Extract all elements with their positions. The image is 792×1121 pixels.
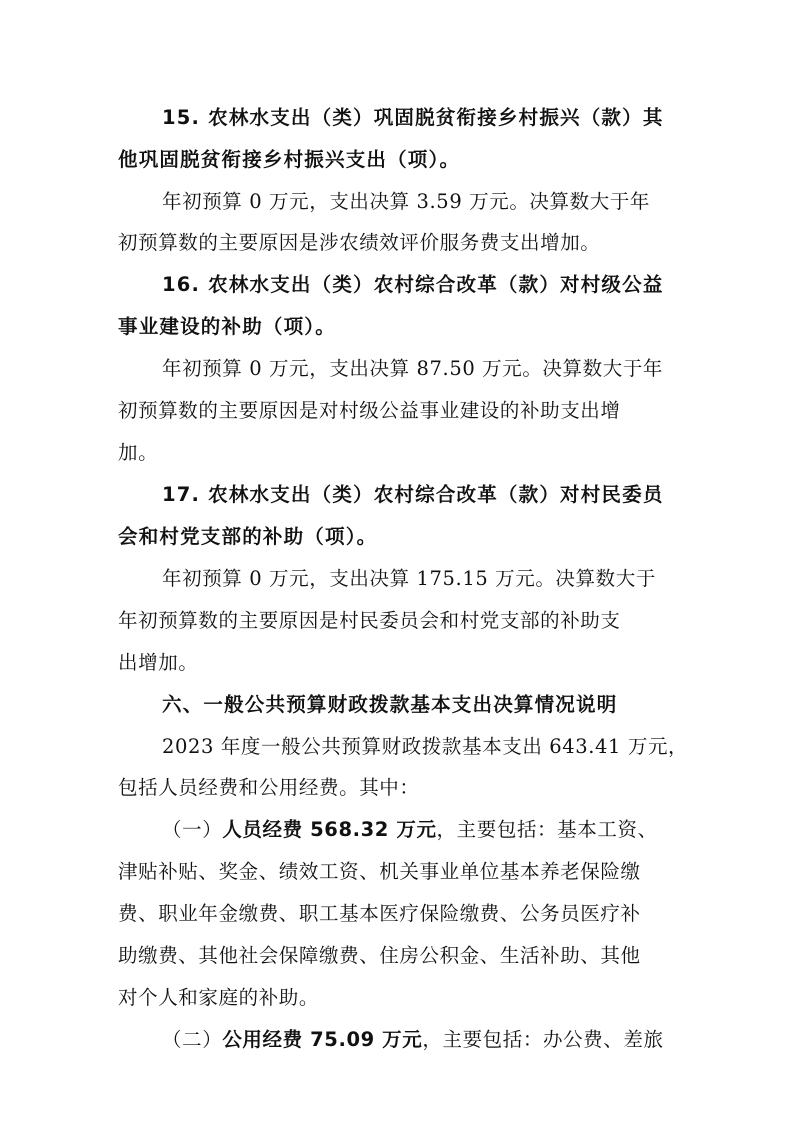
public-rest: ，主要包括：办公费、差旅 [422, 1028, 664, 1051]
section-6-title: 六、一般公共预算财政拨款基本支出决算情况说明 [162, 693, 618, 716]
personnel-expense-line-4: 助缴费、其他社会保障缴费、住房公积金、生活补助、其他 [118, 944, 641, 967]
item-15-body-line-1: 年初预算 0 万元，支出决算 3.59 万元。决算数大于年 [162, 190, 651, 213]
item-17-heading-line-1: 17. 农林水支出（类）农村综合改革（款）对村民委员 [162, 483, 664, 506]
item-16-heading-line-2: 事业建设的补助（项）。 [118, 315, 336, 338]
item-15-heading-line-1: 15. 农林水支出（类）巩固脱贫衔接乡村振兴（款）其 [162, 106, 664, 129]
item-17-heading-line-2: 会和村党支部的补助（项）。 [118, 525, 378, 548]
item-15-heading-line-2: 他巩固脱贫衔接乡村振兴支出（项）。 [118, 148, 461, 171]
personnel-expense-line-1 [162, 813, 722, 847]
personnel-amount: 人员经费 568.32 万元 [222, 818, 437, 841]
personnel-expense-line-5: 对个人和家庭的补助。 [118, 986, 320, 1009]
personnel-expense-line-3: 费、职业年金缴费、职工基本医疗保险缴费、公务员医疗补 [118, 902, 641, 925]
personnel-rest: ，主要包括：基本工资、 [436, 818, 658, 841]
item-17-body-line-3: 出增加。 [118, 651, 199, 674]
public-expense-line-1 [162, 1023, 722, 1057]
item-16-body-line-2: 初预算数的主要原因是对村级公益事业建设的补助支出增 [118, 399, 621, 422]
item-16-body-line-3: 加。 [118, 441, 159, 464]
item-17-body-line-1: 年初预算 0 万元，支出决算 175.15 万元。决算数大于 [162, 567, 656, 590]
item-17-body-line-2: 年初预算数的主要原因是村民委员会和村党支部的补助支 [118, 609, 621, 632]
public-prefix: （二） [162, 1028, 223, 1051]
item-16-body-line-1: 年初预算 0 万元，支出决算 87.50 万元。决算数大于年 [162, 357, 664, 380]
section-6-intro-line-2: 包括人员经费和公用经费。其中： [118, 776, 420, 799]
personnel-expense-line-2: 津贴补贴、奖金、绩效工资、机关事业单位基本养老保险缴 [118, 860, 641, 883]
section-6-intro-line-1: 2023 年度一般公共预算财政拨款基本支出 643.41 万元， [162, 735, 689, 758]
item-16-heading-line-1: 16. 农林水支出（类）农村综合改革（款）对村级公益 [162, 273, 664, 296]
item-15-body-line-2: 初预算数的主要原因是涉农绩效评价服务费支出增加。 [118, 231, 601, 254]
personnel-prefix: （一） [162, 818, 223, 841]
public-amount: 公用经费 75.09 万元 [222, 1028, 423, 1051]
